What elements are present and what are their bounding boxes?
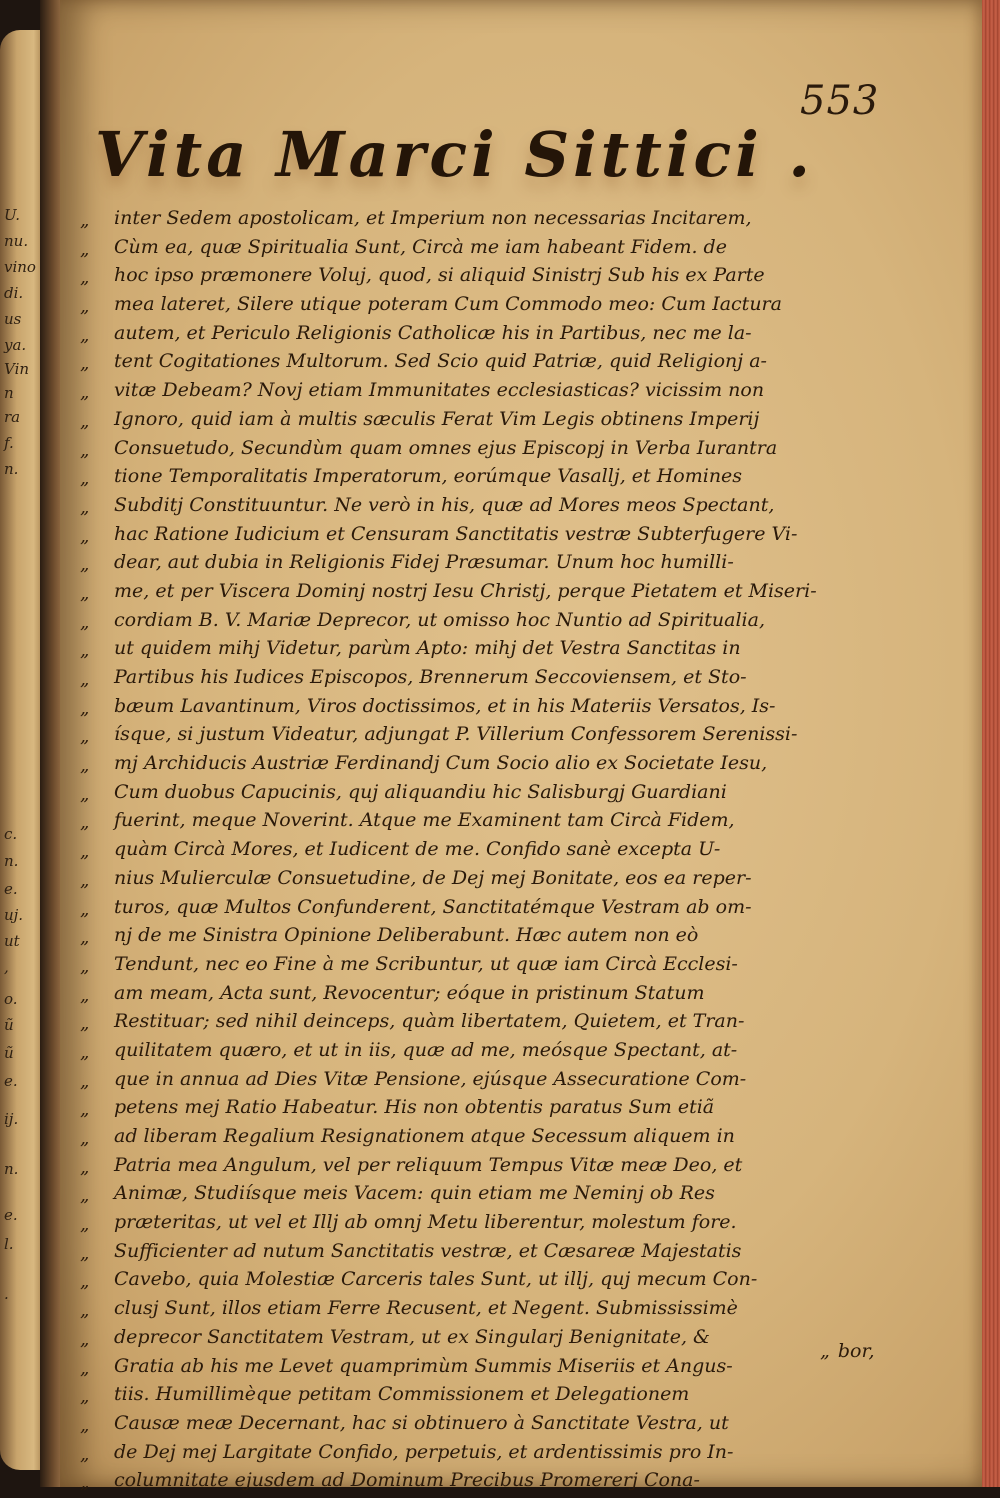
quote-mark: „ [80, 1214, 90, 1236]
line-text: dear, aut dubia in Religionis Fidej Præsumar. Unum hoc humilli- [114, 551, 734, 574]
text-line [80, 434, 920, 463]
text-line [80, 491, 920, 520]
manuscript-text [80, 204, 920, 1495]
line-text: de Dej mej Largitate Confido, perpetuis, et ardentissimis pro In- [114, 1440, 734, 1463]
facing-page-fragment: e. [4, 1206, 18, 1224]
facing-page-fragment: o. [4, 990, 18, 1008]
quote-mark: „ [80, 984, 90, 1006]
text-line [80, 577, 920, 606]
running-title: Vita Marci Sittici . [95, 118, 814, 191]
text-line [80, 1122, 920, 1151]
quote-mark: „ [80, 582, 90, 604]
quote-mark: „ [80, 812, 90, 834]
quote-mark: „ [80, 1386, 90, 1408]
quote-mark: „ [80, 210, 90, 231]
text-line [80, 204, 920, 233]
text-line [80, 1208, 920, 1237]
text-line [80, 1179, 920, 1208]
page-number: 553 [800, 78, 880, 124]
quote-mark: „ [80, 640, 90, 662]
quote-mark: „ [80, 783, 90, 805]
text-line [80, 921, 920, 950]
text-line [80, 634, 920, 663]
quote-mark: „ [80, 296, 90, 318]
quote-mark: „ [80, 238, 90, 260]
facing-page-fragment: n. [4, 1160, 19, 1178]
catchword-text: bor, [837, 1340, 875, 1362]
facing-page-fragment: ra [4, 408, 21, 426]
line-text: Cum duobus Capucinis, quj aliquandiu hic Salisburgj Guardiani [114, 780, 727, 803]
text-line [80, 749, 920, 778]
line-text: cordiam B. V. Mariæ Deprecor, ut omisso hoc Nuntio ad Spiritualia, [114, 608, 766, 631]
text-line [80, 1237, 920, 1266]
line-text: hoc ipso præmonere Voluj, quod, si aliquid Sinistrj Sub his ex Parte [114, 264, 765, 287]
facing-page-fragment: , [4, 958, 9, 976]
text-line [80, 1409, 920, 1438]
text-line [80, 979, 920, 1008]
text-line [80, 663, 920, 692]
quote-mark: „ [80, 439, 90, 461]
line-text: tiis. Humillimèque petitam Commissionem et Delegationem [114, 1383, 690, 1406]
quote-mark: „ [820, 1340, 830, 1362]
quote-mark: „ [80, 841, 90, 863]
facing-page-fragment: uj. [4, 906, 24, 924]
quote-mark: „ [80, 1242, 90, 1264]
text-line [80, 290, 920, 319]
quote-mark: „ [80, 1041, 90, 1063]
line-text: me, et per Viscera Dominj nostrj Iesu Christj, perque Pietatem et Miseri- [114, 579, 817, 602]
quote-mark: „ [80, 1128, 90, 1149]
facing-page-fragment: ij. [4, 1110, 19, 1128]
facing-page-fragment: ut [4, 932, 20, 950]
line-text: autem, et Periculo Religionis Catholicæ his in Partibus, nec me la- [114, 321, 752, 344]
text-line [80, 233, 920, 262]
facing-page-fragment: vino [4, 258, 36, 276]
line-text: quilitatem quæro, et ut in iis, quæ ad me, meósque Spectant, at- [114, 1038, 738, 1061]
quote-mark: „ [80, 1013, 90, 1035]
line-text: vitæ Debeam? Novj etiam Immunitates ecclesiasticas? vicissim non [114, 379, 765, 402]
line-text: præteritas, ut vel et Illj ab omnj Metu liberentur, molestum fore. [114, 1211, 737, 1234]
quote-mark: „ [80, 1328, 90, 1350]
facing-page-fragment: nu. [4, 232, 29, 250]
text-line [80, 1380, 920, 1409]
line-text: Ignoro, quid iam à multis sæculis Ferat Vim Legis obtinens Imperij [114, 407, 760, 430]
line-text: Partibus his Iudices Episcopos, Brennerum Seccoviensem, et Sto- [114, 666, 747, 688]
facing-page-fragment: ya. [4, 336, 27, 354]
quote-mark: „ [80, 669, 90, 690]
line-text: Subditj Constituuntur. Ne verò in his, quæ ad Mores meos Spectant, [114, 493, 775, 516]
line-text: mj Archiducis Austriæ Ferdinandj Cum Socio alio ex Societate Iesu, [114, 752, 768, 775]
quote-mark: „ [80, 1099, 90, 1121]
text-line [80, 1294, 920, 1323]
facing-page-fragment: f. [4, 434, 14, 452]
text-line [80, 376, 920, 405]
facing-page-fragment: . [4, 1285, 9, 1303]
text-line [80, 1151, 920, 1180]
facing-page-edge [0, 30, 42, 1470]
quote-mark: „ [80, 410, 90, 432]
text-line [80, 347, 920, 376]
line-text: nius Mulierculæ Consuetudine, de Dej mej Bonitate, eos ea reper- [114, 866, 752, 889]
text-line [80, 720, 920, 749]
line-text: mea lateret, Silere utique poteram Cum Commodo meo: Cum Iactura [114, 293, 782, 316]
quote-mark: „ [80, 1271, 90, 1293]
facing-page-fragment: e. [4, 880, 18, 898]
facing-page-fragment: l. [4, 1235, 14, 1253]
text-line [80, 1065, 920, 1094]
text-line [80, 864, 920, 893]
line-text: Cavebo, quia Molestiæ Carceris tales Sunt, ut illj, quj mecum Con- [114, 1268, 758, 1291]
facing-page-fragment: n. [4, 460, 19, 478]
line-text: columnitate ejusdem ad Dominum Precibus Promererj Cona- [114, 1469, 700, 1492]
line-text: Animæ, Studiísque meis Vacem: quin etiam me Neminj ob Res [114, 1182, 715, 1205]
quote-mark: „ [80, 382, 90, 404]
quote-mark: „ [80, 726, 90, 748]
text-line [80, 1466, 920, 1495]
text-line [80, 950, 920, 979]
text-line [80, 462, 920, 491]
text-line [80, 1007, 920, 1036]
text-line [80, 319, 920, 348]
line-text: ísque, si justum Videatur, adjungat P. Villerium Confessorem Serenissi- [114, 723, 798, 746]
quote-mark: „ [80, 869, 90, 891]
facing-page-fragment: n. [4, 852, 19, 870]
line-text: deprecor Sanctitatem Vestram, ut ex Singularj Benignitate, & [114, 1325, 710, 1348]
quote-mark: „ [80, 468, 90, 490]
line-text: Cùm ea, quæ Spiritualia Sunt, Circà me iam habeant Fidem. de [114, 235, 727, 258]
text-line [80, 548, 920, 577]
line-text: Consuetudo, Secundùm quam omnes ejus Episcopj in Verba Iurantra [114, 436, 778, 459]
quote-mark: „ [80, 267, 90, 289]
quote-mark: „ [80, 496, 90, 518]
line-text: Tendunt, nec eo Fine à me Scribuntur, ut quæ iam Circà Ecclesi- [114, 952, 738, 975]
quote-mark: „ [80, 1300, 90, 1322]
quote-mark: „ [80, 611, 90, 633]
facing-page-fragment: ũ [4, 1044, 14, 1062]
quote-mark: „ [80, 554, 90, 576]
facing-page-fragment: ũ [4, 1016, 14, 1034]
quote-mark: „ [80, 1472, 90, 1494]
quote-mark: „ [80, 755, 90, 777]
line-text: Patria mea Angulum, vel per reliquum Tempus Vitæ meæ Deo, et [114, 1153, 743, 1176]
quote-mark: „ [80, 1070, 90, 1092]
line-text: ut quidem mihj Videtur, parùm Apto: mihj det Vestra Sanctitas in [114, 637, 741, 660]
line-text: Gratia ab his me Levet quamprimùm Summis Miseriis et Angus- [114, 1354, 733, 1377]
quote-mark: „ [80, 1156, 90, 1178]
text-line [80, 405, 920, 434]
text-line [80, 1438, 920, 1467]
line-text: clusj Sunt, illos etiam Ferre Recusent, et Negent. Submississimè [114, 1297, 738, 1320]
line-text: nj de me Sinistra Opinione Deliberabunt. Hæc autem non eò [114, 924, 699, 947]
line-text: fuerint, meque Noverint. Atque me Examinent tam Circà Fidem, [114, 809, 735, 832]
text-line [80, 1093, 920, 1122]
facing-page-fragment: Vin [4, 360, 30, 378]
facing-page-fragment: n [4, 384, 14, 402]
text-line [80, 806, 920, 835]
line-text: am meam, Acta sunt, Revocentur; eóque in pristinum Statum [114, 981, 705, 1004]
quote-mark: „ [80, 927, 90, 949]
text-line [80, 520, 920, 549]
quote-mark: „ [80, 1185, 90, 1207]
text-line [80, 1352, 920, 1381]
text-line [80, 1036, 920, 1065]
line-text: inter Sedem apostolicam, et Imperium non necessarias Incitarem, [114, 207, 752, 229]
quote-mark: „ [80, 353, 90, 375]
facing-page-fragment: e. [4, 1072, 18, 1090]
line-text: tione Temporalitatis Imperatorum, eorúmque Vasallj, et Homines [114, 465, 743, 488]
quote-mark: „ [80, 1414, 90, 1436]
text-line [80, 1265, 920, 1294]
line-text: Restituar; sed nihil deinceps, quàm libertatem, Quietem, et Tran- [114, 1010, 745, 1033]
quote-mark: „ [80, 1357, 90, 1379]
text-line [80, 835, 920, 864]
facing-page-fragment: U. [4, 206, 21, 224]
line-text: turos, quæ Multos Confunderent, Sanctitatémque Vestram ab om- [114, 895, 752, 918]
quote-mark: „ [80, 697, 90, 719]
catchword [820, 1340, 874, 1362]
line-text: hac Ratione Iudicium et Censuram Sanctitatis vestræ Subterfugere Vi- [114, 522, 798, 545]
line-text: ad liberam Regalium Resignationem atque Secessum aliquem in [114, 1125, 735, 1147]
line-text: petens mej Ratio Habeatur. His non obtentis paratus Sum etiã [114, 1096, 715, 1119]
line-text: bæum Lavantinum, Viros doctissimos, et in his Materiis Versatos, Is- [114, 694, 776, 717]
text-line [80, 261, 920, 290]
text-line [80, 692, 920, 721]
quote-mark: „ [80, 898, 90, 920]
line-text: quàm Circà Mores, et Iudicent de me. Confido sanè excepta U- [114, 838, 721, 861]
facing-page-fragment: di. [4, 284, 24, 302]
quote-mark: „ [80, 324, 90, 346]
line-text: Sufficienter ad nutum Sanctitatis vestræ, et Cæsareæ Majestatis [114, 1239, 742, 1262]
text-line [80, 606, 920, 635]
facing-page-fragment: c. [4, 825, 18, 843]
text-line [80, 893, 920, 922]
line-text: que in annua ad Dies Vitæ Pensione, ejúsque Assecuratione Com- [114, 1067, 747, 1090]
facing-page-fragment: us [4, 310, 22, 328]
quote-mark: „ [80, 955, 90, 977]
quote-mark: „ [80, 1443, 90, 1465]
quote-mark: „ [80, 525, 90, 547]
text-line [80, 778, 920, 807]
text-line [80, 1323, 920, 1352]
line-text: Causæ meæ Decernant, hac si obtinuero à Sanctitate Vestra, ut [114, 1411, 729, 1434]
line-text: tent Cogitationes Multorum. Sed Scio quid Patriæ, quid Religionj a- [114, 350, 767, 373]
